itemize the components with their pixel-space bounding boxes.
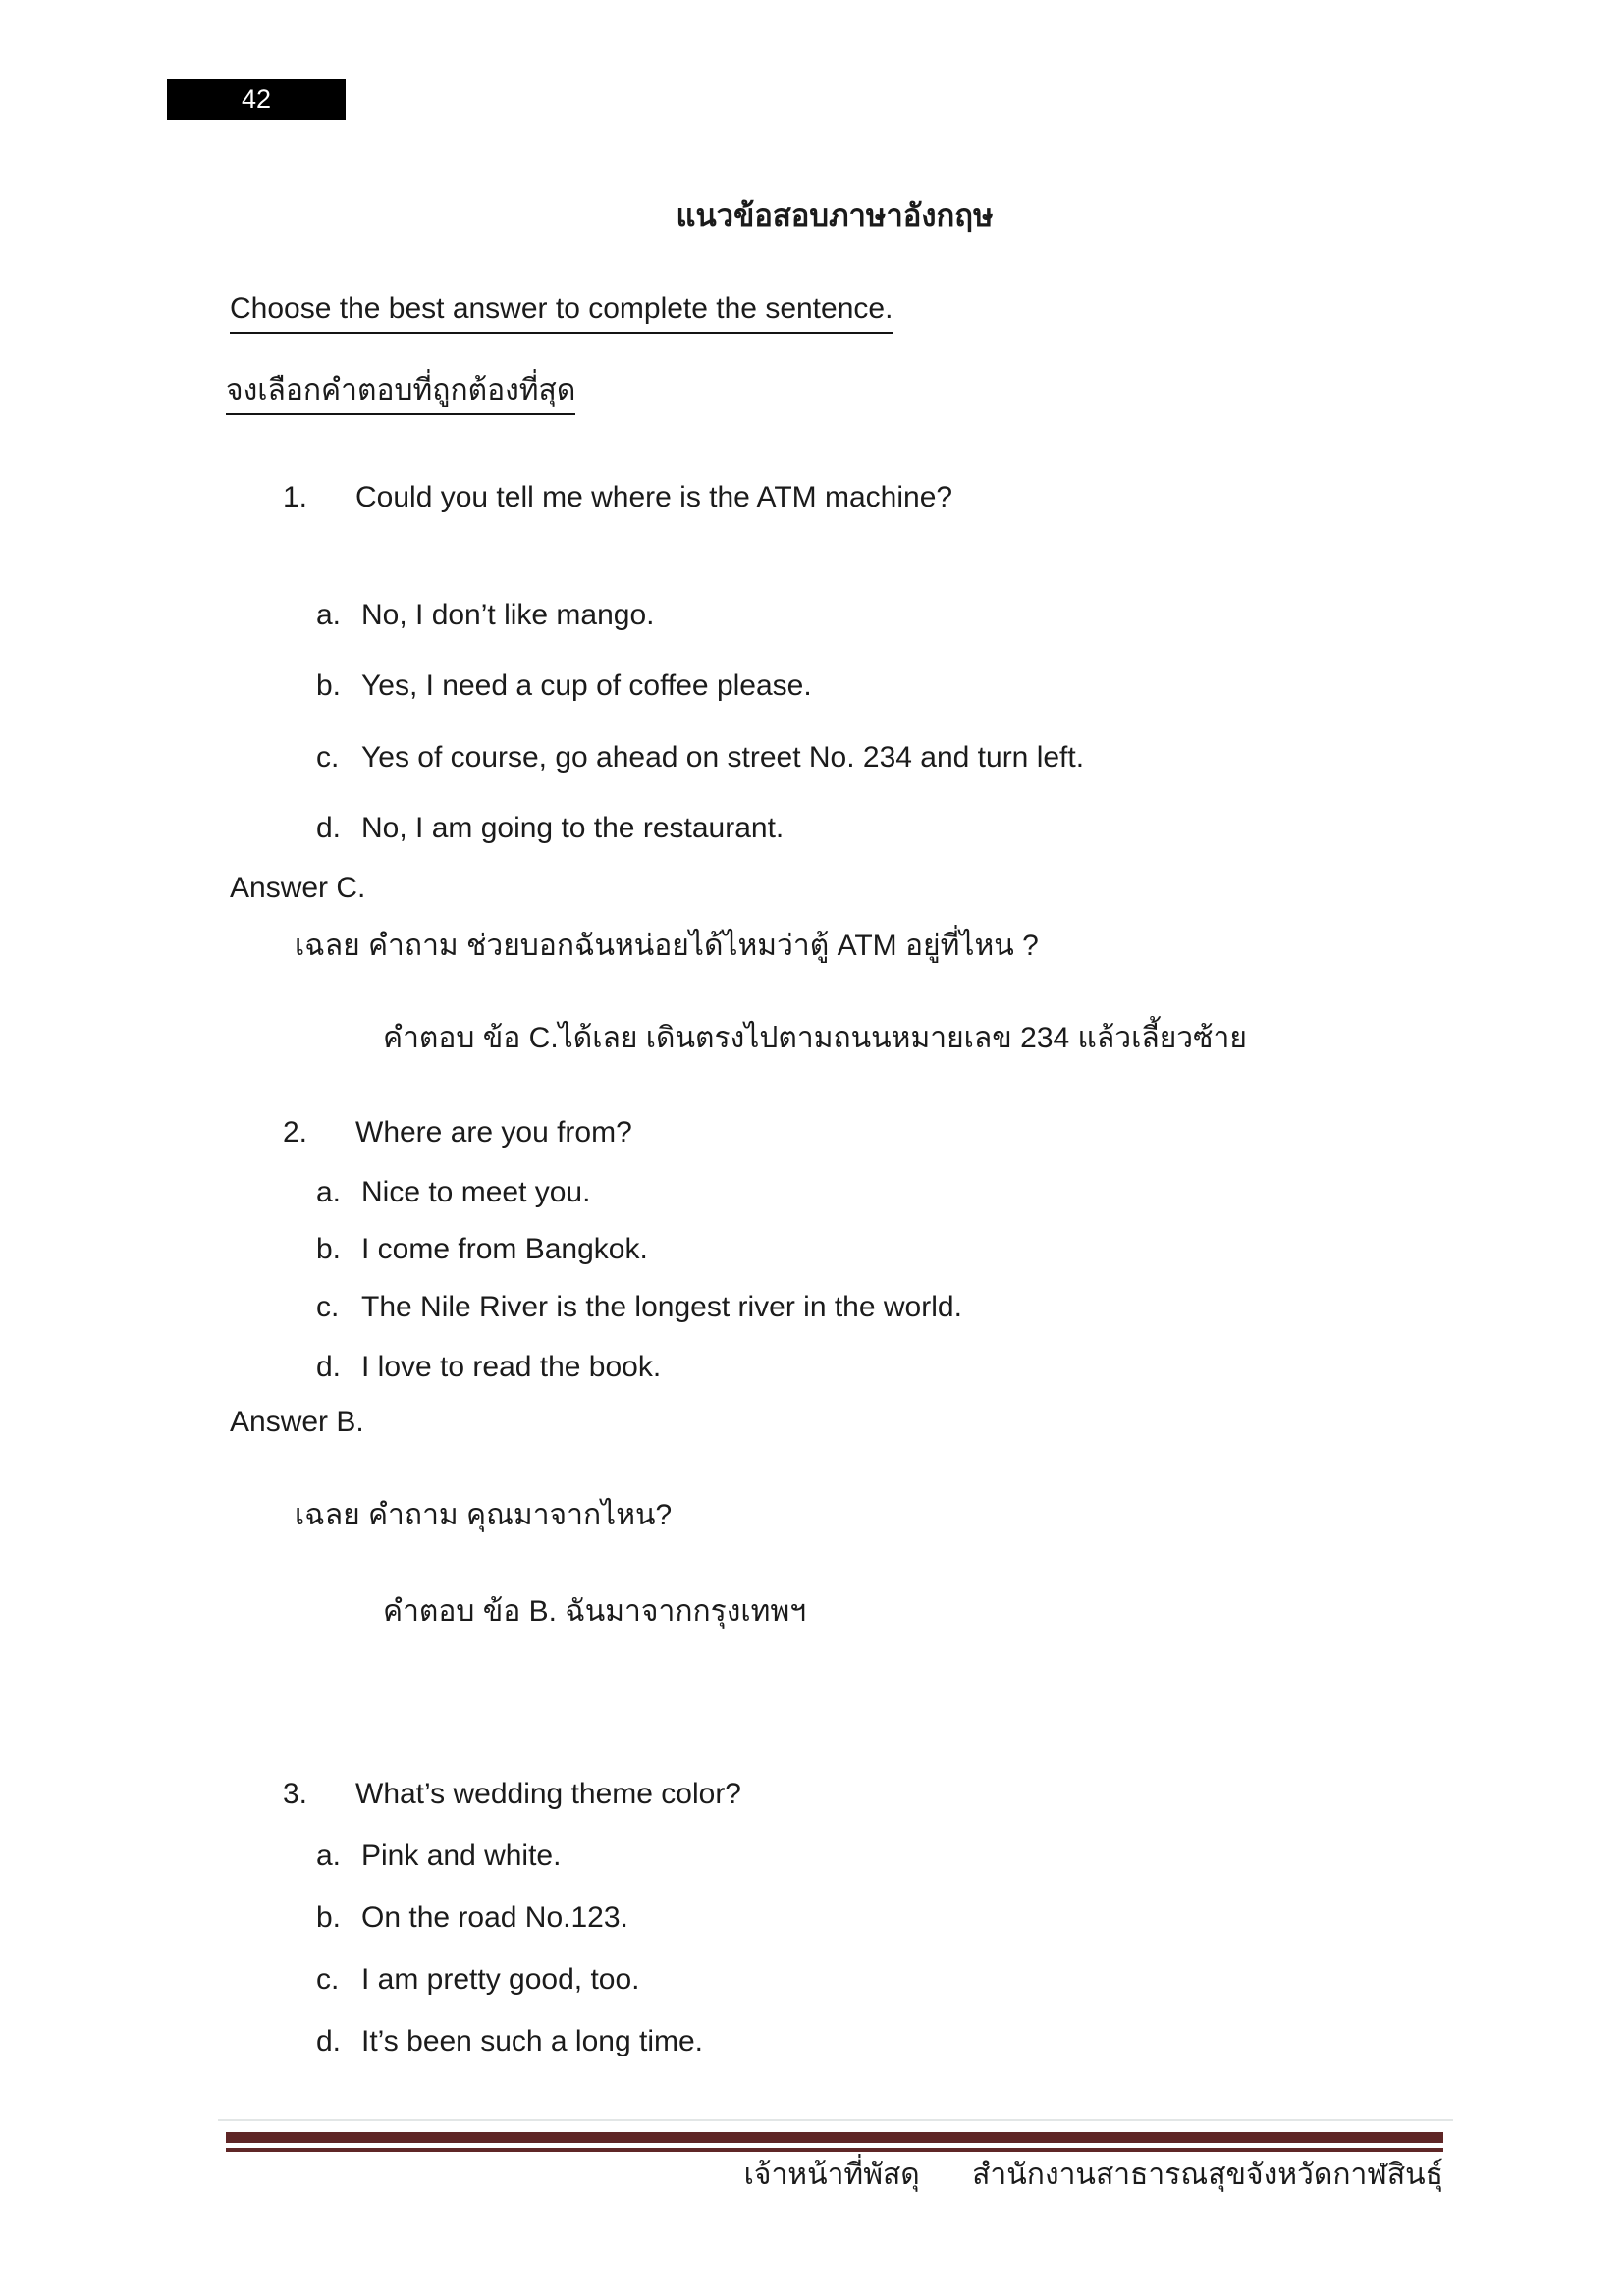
question-1-option-a-letter: a. <box>316 599 342 631</box>
question-2-option-b-text: I come from Bangkok. <box>361 1233 648 1265</box>
question-1-option-d-text: No, I am going to the restaurant. <box>361 812 785 844</box>
question-1-solution-question: เฉลย คำถาม ช่วยบอกฉันหน่อยได้ไหมว่าตู้ ATM อยู่ที่ไหน ? <box>295 930 1039 962</box>
footer-organization-label: สำนักงานสาธารณสุขจังหวัดกาฬสินธุ์ <box>972 2159 1443 2191</box>
question-1-answer: Answer C. <box>230 872 366 904</box>
question-2-option-d-text: I love to read the book. <box>361 1351 662 1383</box>
page-title: แนวข้อสอบภาษาอังกฤษ <box>676 198 994 233</box>
footer-rule-thick <box>226 2132 1443 2143</box>
question-2-number: 2. <box>283 1116 308 1148</box>
question-3-option-c-letter: c. <box>316 1963 340 1996</box>
question-1-option-c-text: Yes of course, go ahead on street No. 234 and turn left. <box>361 741 1085 774</box>
question-2-option-b-letter: b. <box>316 1233 342 1265</box>
question-1-text: Could you tell me where is the ATM machine? <box>355 481 953 513</box>
question-1-solution-answer: คำตอบ ข้อ C.ได้เลย เดินตรงไปตามถนนหมายเลข 234 แล้วเลี้ยวซ้าย <box>383 1022 1247 1054</box>
page-number: 42 <box>241 84 272 114</box>
question-2-option-a-text: Nice to meet you. <box>361 1176 591 1208</box>
question-1-option-b-letter: b. <box>316 669 342 702</box>
question-1-option-b-text: Yes, I need a cup of coffee please. <box>361 669 812 702</box>
question-1-option-c-letter: c. <box>316 741 340 774</box>
question-2-solution-question: เฉลย คำถาม คุณมาจากไหน? <box>295 1499 673 1531</box>
page-number-badge <box>167 79 346 120</box>
instruction-english-text: Choose the best answer to complete the sentence. <box>230 290 893 334</box>
question-3-option-b-text: On the road No.123. <box>361 1901 628 1934</box>
question-1-option-d-letter: d. <box>316 812 342 844</box>
question-3-text: What’s wedding theme color? <box>355 1778 741 1810</box>
question-3-option-b-letter: b. <box>316 1901 342 1934</box>
question-2-option-c-text: The Nile River is the longest river in the world. <box>361 1291 962 1323</box>
question-3-option-a-letter: a. <box>316 1840 342 1872</box>
question-2-text: Where are you from? <box>355 1116 632 1148</box>
question-1-number: 1. <box>283 481 308 513</box>
question-1-option-a-text: No, I don’t like mango. <box>361 599 655 631</box>
question-2-option-d-letter: d. <box>316 1351 342 1383</box>
footer-rule-thin <box>226 2148 1443 2152</box>
question-2-solution-answer: คำตอบ ข้อ B. ฉันมาจากกรุงเทพฯ <box>383 1595 807 1628</box>
question-3-option-d-text: It’s been such a long time. <box>361 2025 703 2057</box>
question-3-option-a-text: Pink and white. <box>361 1840 562 1872</box>
footer-role-label: เจ้าหน้าที่พัสดุ <box>743 2159 920 2191</box>
question-2-option-c-letter: c. <box>316 1291 340 1323</box>
question-3-option-d-letter: d. <box>316 2025 342 2057</box>
question-2-option-a-letter: a. <box>316 1176 342 1208</box>
footer-light-divider <box>218 2119 1453 2121</box>
instruction-thai <box>226 371 575 415</box>
question-3-option-c-text: I am pretty good, too. <box>361 1963 640 1996</box>
instruction-thai-text: จงเลือกคำตอบที่ถูกต้องที่สุด <box>226 371 575 415</box>
footer-text <box>226 2156 1443 2195</box>
instruction-english <box>230 290 893 334</box>
question-2-answer: Answer B. <box>230 1406 364 1438</box>
question-3-number: 3. <box>283 1778 308 1810</box>
